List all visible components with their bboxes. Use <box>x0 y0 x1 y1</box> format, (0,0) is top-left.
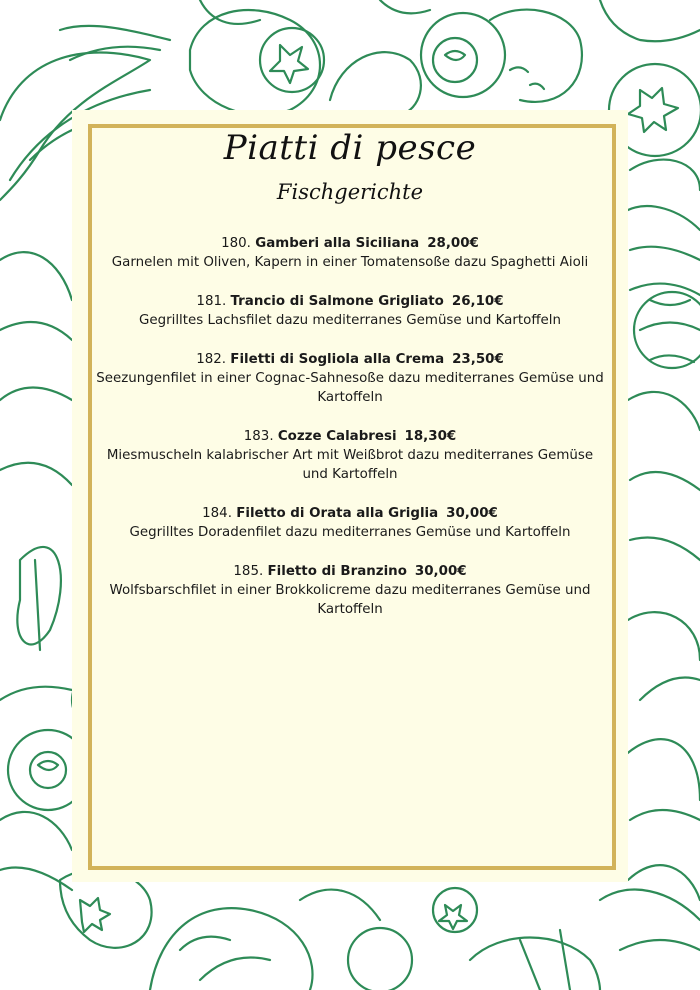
item-price: 23,50€ <box>452 352 504 367</box>
item-number: 184. <box>202 506 232 521</box>
menu-list <box>96 234 604 639</box>
item-price: 30,00€ <box>414 564 467 579</box>
item-name: Cozze Calabresi <box>277 429 397 444</box>
item-description: Gegrilltes Lachsfilet dazu mediterranes Gemüse und Kartoffeln <box>138 313 562 328</box>
item-description: Garnelen mit Oliven, Kapern in einer Tomatensoße dazu Spaghetti Aioli <box>111 255 589 270</box>
item-name: Filetti di Sogliola alla Crema <box>230 352 445 367</box>
item-description: Seezungenfilet in einer Cognac-Sahnesoße dazu mediterranes Gemüse und Kartoffeln <box>96 371 604 405</box>
item-description: Gegrilltes Doradenfilet dazu mediterranes Gemüse und Kartoffeln <box>129 525 571 540</box>
item-description: Wolfsbarschfilet in einer Brokkolicreme dazu mediterranes Gemüse und Kartoffeln <box>109 583 591 617</box>
menu-item <box>96 504 604 542</box>
item-price: 26,10€ <box>451 294 504 309</box>
item-number: 182. <box>196 352 227 367</box>
item-number: 181. <box>196 294 227 309</box>
page-title: Piatti di pesce <box>223 128 477 168</box>
item-name: Filetto di Orata alla Griglia <box>236 506 439 521</box>
menu-item <box>96 234 604 272</box>
item-price: 30,00€ <box>446 506 498 521</box>
menu-item <box>96 292 604 330</box>
item-price: 28,00€ <box>427 236 479 251</box>
item-description: Miesmuscheln kalabrischer Art mit Weißbrot dazu mediterranes Gemüse und Kartoffeln <box>106 448 594 482</box>
menu-item <box>96 562 604 619</box>
item-price: 18,30€ <box>404 429 457 444</box>
item-name: Trancio di Salmone Grigliato <box>230 294 444 309</box>
item-number: 183. <box>243 429 274 444</box>
item-number: 180. <box>221 236 251 251</box>
menu-item <box>96 427 604 484</box>
menu-item <box>96 350 604 407</box>
item-name: Gamberi alla Siciliana <box>255 236 420 251</box>
item-number: 185. <box>233 564 264 579</box>
item-name: Filetto di Branzino <box>267 564 407 579</box>
page-subtitle: Fischgerichte <box>276 180 424 204</box>
